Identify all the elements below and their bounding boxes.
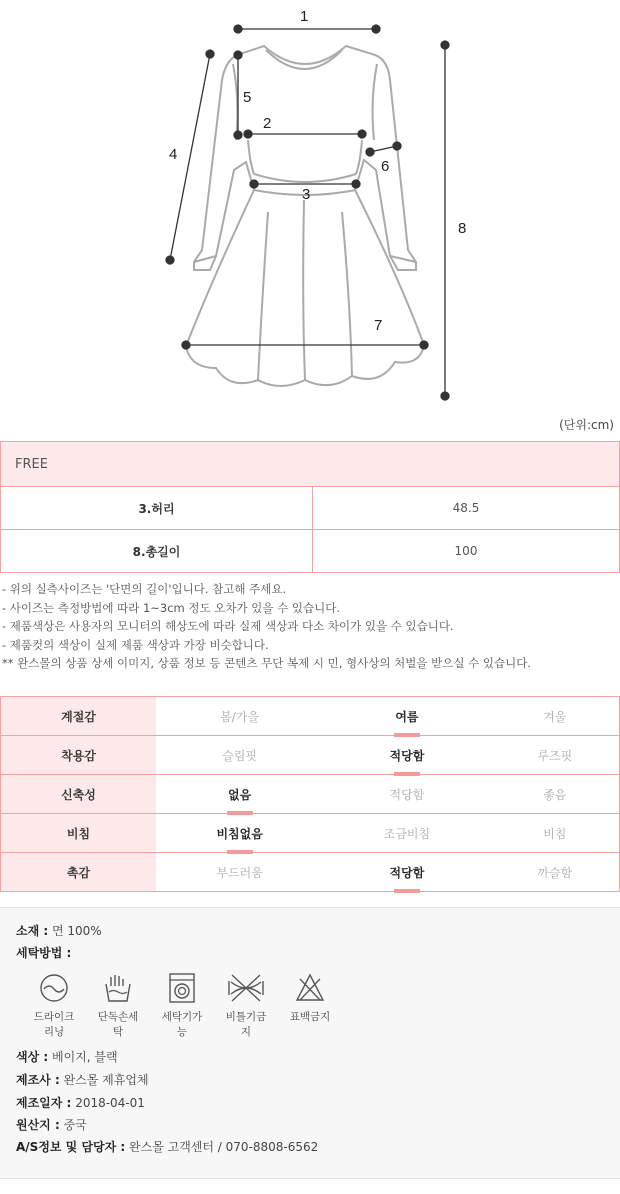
size-table (0, 441, 620, 573)
size-row-label: 3.허리 (1, 487, 313, 530)
attribute-option-selected: 적당함 (323, 736, 490, 775)
care-item (278, 972, 342, 1040)
attribute-option: 겨울 (491, 697, 620, 736)
care-icons (22, 972, 342, 1040)
size-table-row (1, 530, 620, 573)
size-table-row (1, 487, 620, 530)
diagram-label-1: 1 (300, 8, 309, 25)
attribute-name: 신축성 (1, 775, 157, 814)
diagram-label-3: 3 (302, 186, 311, 203)
material-row (16, 922, 102, 939)
attribute-name: 계절감 (1, 697, 157, 736)
attribute-row (1, 775, 620, 814)
as-row (16, 1138, 318, 1155)
note-line: - 사이즈는 측정방법에 따라 1~3cm 정도 오차가 있을 수 있습니다. (2, 600, 341, 615)
maker-value: 완스몰 제휴업체 (63, 1073, 149, 1087)
attribute-name: 촉감 (1, 853, 157, 892)
wash-row (16, 944, 71, 961)
note-line: - 제품색상은 사용자의 모니터의 해상도에 따라 실제 색상과 다소 차이가 있을 수 있습니다. (2, 619, 454, 633)
hand-wash-icon (103, 972, 133, 1004)
color-row (16, 1048, 118, 1065)
material-value: 면 100% (52, 924, 102, 938)
attribute-option: 까슬함 (491, 853, 620, 892)
date-value: 2018-04-01 (75, 1096, 145, 1110)
care-item (214, 972, 278, 1040)
dress-illustration (0, 0, 620, 410)
attribute-option: 슬림핏 (156, 736, 323, 775)
date-row (16, 1094, 145, 1111)
diagram-label-6: 6 (381, 158, 390, 175)
origin-label: 원산지 : (16, 1118, 60, 1132)
diagram-label-2: 2 (263, 115, 272, 132)
care-item (22, 972, 86, 1040)
diagram-label-5: 5 (243, 89, 252, 106)
as-value: 완스몰 고객센터 / 070-8808-6562 (129, 1140, 319, 1154)
color-value: 베이지, 블랙 (52, 1050, 118, 1064)
wash-label: 세탁방법 : (16, 946, 72, 960)
attribute-option: 봄/가을 (156, 697, 323, 736)
attribute-name: 착용감 (1, 736, 157, 775)
unit-label: (단위:cm) (559, 418, 614, 432)
care-item (86, 972, 150, 1040)
size-row-label: 8.총길이 (1, 530, 313, 573)
no-wring-icon (226, 972, 266, 1004)
size-header: FREE (1, 442, 620, 487)
maker-label: 제조사 : (16, 1073, 60, 1087)
diagram-label-8: 8 (458, 220, 467, 237)
diagram-label-4: 4 (169, 146, 178, 163)
no-bleach-icon (295, 972, 325, 1004)
material-label: 소재 : (16, 924, 49, 938)
attribute-option-selected: 여름 (323, 697, 490, 736)
maker-row (16, 1071, 149, 1088)
attribute-option: 적당함 (323, 775, 490, 814)
size-table-header-row (1, 442, 620, 487)
attribute-option-selected: 없음 (156, 775, 323, 814)
attribute-option: 부드러움 (156, 853, 323, 892)
as-label: A/S정보 및 담당자 : (16, 1140, 126, 1154)
product-info (0, 907, 620, 1179)
size-row-value: 100 (313, 530, 620, 573)
attribute-name: 비침 (1, 814, 157, 853)
attribute-row (1, 736, 620, 775)
care-label: 세탁기가능 (161, 1011, 203, 1038)
size-notes (2, 580, 531, 673)
origin-row (16, 1116, 87, 1133)
origin-value: 중국 (63, 1118, 87, 1132)
washing-machine-icon (167, 972, 197, 1004)
attribute-option: 비침 (491, 814, 620, 853)
note-line: - 위의 실측사이즈는 '단면의 길이'입니다. 참고해 주세요. (2, 582, 287, 596)
color-label: 색상 : (16, 1050, 49, 1064)
care-item (150, 972, 214, 1040)
attribute-row (1, 697, 620, 736)
care-label: 드라이크리닝 (33, 1011, 75, 1038)
attribute-option: 조금비침 (323, 814, 490, 853)
attribute-row (1, 814, 620, 853)
dry-clean-icon (39, 972, 69, 1004)
care-label: 표백금지 (289, 1011, 331, 1023)
attribute-option: 좋음 (491, 775, 620, 814)
attribute-table (0, 696, 620, 892)
attribute-row (1, 853, 620, 892)
size-row-value: 48.5 (313, 487, 620, 530)
attribute-option-selected: 비침없음 (156, 814, 323, 853)
size-diagram (0, 0, 620, 410)
care-label: 비틀기금지 (225, 1011, 267, 1038)
attribute-option-selected: 적당함 (323, 853, 490, 892)
care-label: 단독손세탁 (97, 1011, 139, 1038)
note-line: ** 완스몰의 상품 상세 이미지, 상품 정보 등 콘텐츠 무단 복제 시 민, 형사상의 처벌을 받으실 수 있습니다. (2, 656, 531, 670)
attribute-option: 루즈핏 (491, 736, 620, 775)
note-line: - 제품컷의 색상이 실제 제품 색상과 가장 비슷합니다. (2, 637, 269, 652)
diagram-label-7: 7 (374, 317, 383, 334)
date-label: 제조일자 : (16, 1096, 72, 1110)
